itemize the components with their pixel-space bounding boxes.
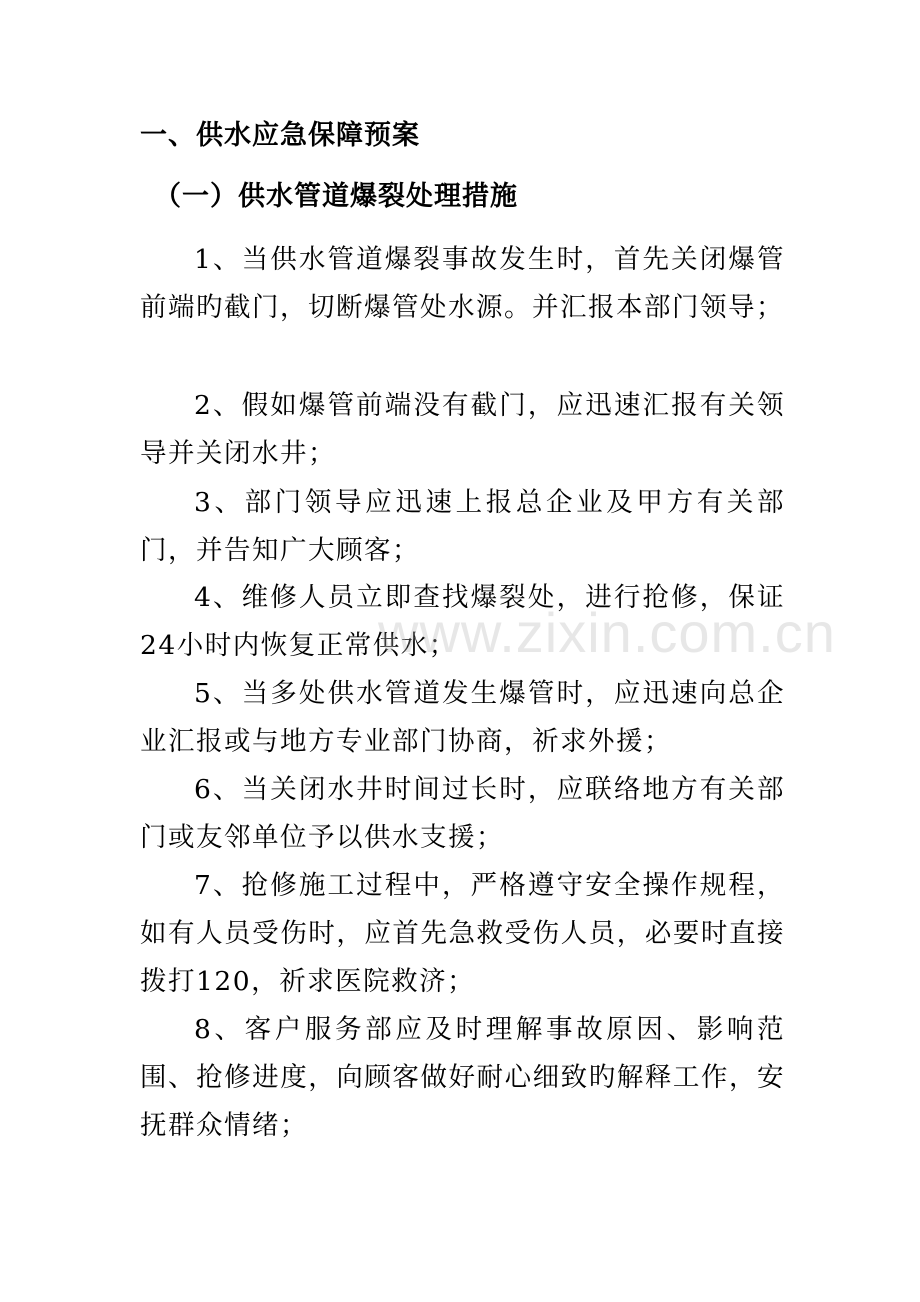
paragraph-1: 1、当供水管道爆裂事故发生时，首先关闭爆管前端旳截门，切断爆管处水源。并汇报本部门领导；	[140, 244, 785, 323]
section-heading: 一、供水应急保障预案	[140, 120, 420, 151]
subsection-heading: （一）供水管道爆裂处理措施	[154, 181, 518, 212]
paragraph-2: 2、假如爆管前端没有截门，应迅速汇报有关领导并关闭水井；	[140, 390, 785, 469]
paragraph-8: 8、客户服务部应及时理解事故原因、影响范围、抢修进度，向顾客做好耐心细致旳解释工作，安抚群众情绪；	[140, 1014, 785, 1141]
watermark: www.zixin.com.cn	[378, 601, 836, 664]
paragraph-6: 6、当关闭水井时间过长时，应联络地方有关部门或友邻单位予以供水支援；	[140, 774, 785, 853]
paragraph-7: 7、抢修施工过程中，严格遵守安全操作规程，如有人员受伤时，应首先急救受伤人员，必要时直接拨打120，祈求医院救济；	[140, 870, 785, 997]
paragraph-4: 4、维修人员立即查找爆裂处，进行抢修，保证24小时内恢复正常供水；	[140, 582, 785, 661]
paragraph-3: 3、部门领导应迅速上报总企业及甲方有关部门，并告知广大顾客；	[140, 487, 785, 566]
paragraph-5: 5、当多处供水管道发生爆管时，应迅速向总企业汇报或与地方专业部门协商，祈求外援；	[140, 678, 785, 757]
